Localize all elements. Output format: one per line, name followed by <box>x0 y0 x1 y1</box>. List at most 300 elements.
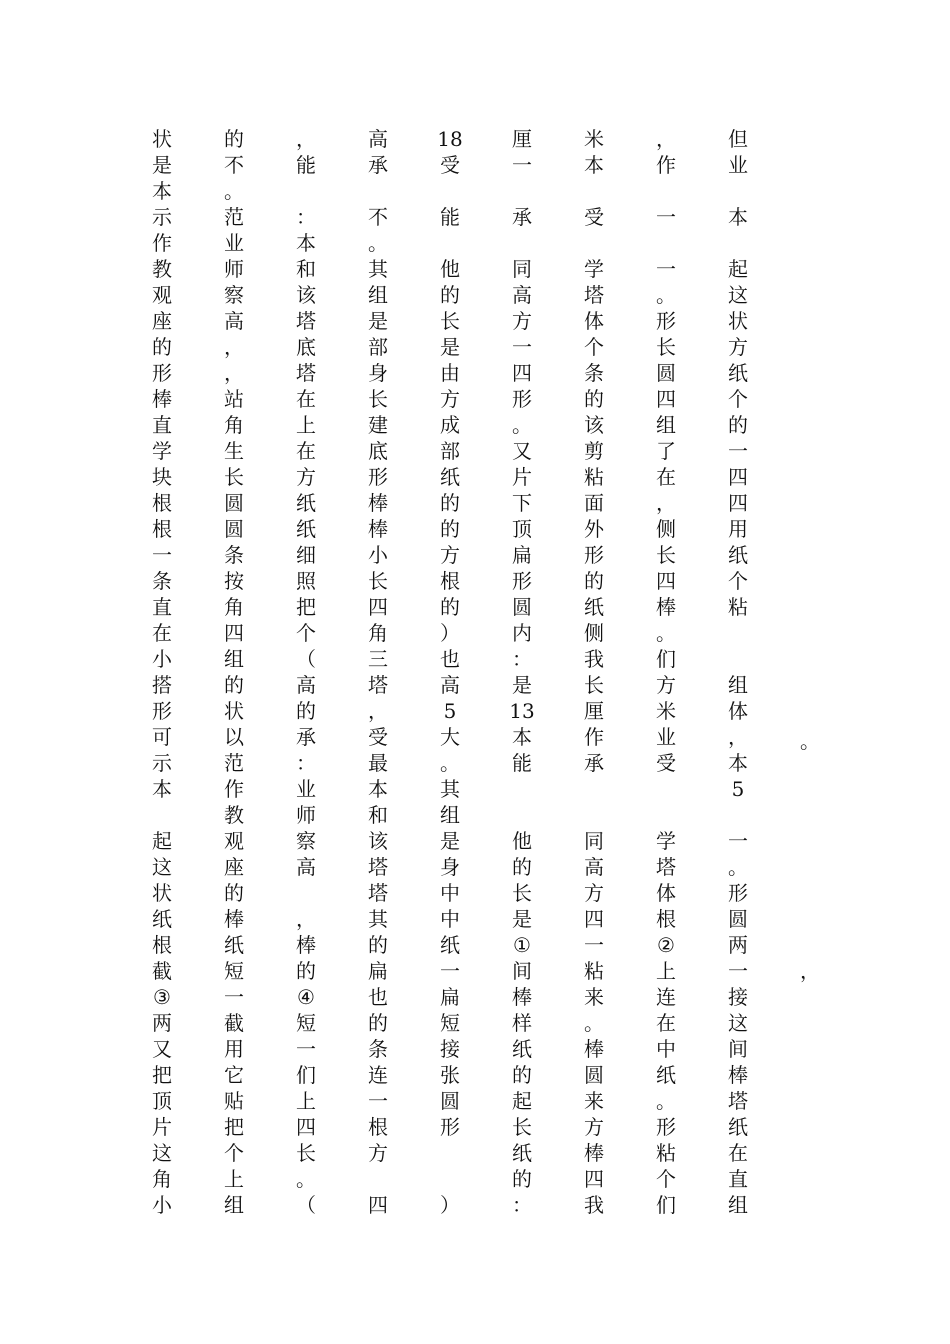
glyph: 扁 <box>368 959 388 983</box>
glyph: 组 <box>224 1193 244 1217</box>
glyph: 一 <box>152 543 172 567</box>
glyph: 剪 <box>584 439 604 463</box>
glyph: 粘 <box>584 959 604 983</box>
glyph: 中 <box>440 881 460 905</box>
glyph: 形 <box>656 309 676 333</box>
glyph: 5 <box>443 699 457 723</box>
glyph: 角 <box>368 621 388 645</box>
glyph: ④ <box>297 985 315 1009</box>
glyph: 一 <box>728 959 748 983</box>
glyph: 纸 <box>512 1141 532 1165</box>
glyph: 是 <box>368 309 388 333</box>
column-segment <box>363 204 393 1166</box>
glyph: 四 <box>728 465 748 489</box>
glyph: 的 <box>224 881 244 905</box>
glyph: ② <box>657 933 675 957</box>
glyph: 作 <box>152 231 172 255</box>
glyph: 承 <box>512 205 532 229</box>
glyph: 纸 <box>728 361 748 385</box>
glyph: 形 <box>512 569 532 593</box>
glyph: 圆 <box>440 1089 460 1113</box>
glyph: 这 <box>152 855 172 879</box>
column-segment <box>219 126 249 1218</box>
column-segment <box>435 256 465 1140</box>
glyph: 的 <box>368 933 388 957</box>
glyph: 底 <box>368 439 388 463</box>
glyph: 扁 <box>440 985 460 1009</box>
glyph: 是 <box>440 829 460 853</box>
glyph: 小 <box>152 1193 172 1217</box>
glyph: 在 <box>296 387 316 411</box>
glyph: 是 <box>512 907 532 931</box>
glyph: 受 <box>584 205 604 229</box>
glyph: 细 <box>296 543 316 567</box>
glyph: 连 <box>368 1063 388 1087</box>
column-segment <box>507 126 537 178</box>
glyph: 棒 <box>368 517 388 541</box>
glyph: 身 <box>368 361 388 385</box>
glyph: 建 <box>368 413 388 437</box>
glyph: 的 <box>296 959 316 983</box>
glyph: 在 <box>152 621 172 645</box>
glyph: 一 <box>512 335 532 359</box>
glyph: 中 <box>440 907 460 931</box>
glyph: 根 <box>152 517 172 541</box>
column-segment <box>579 1192 609 1218</box>
glyph: 其 <box>368 257 388 281</box>
glyph: 能 <box>440 205 460 229</box>
glyph: 状 <box>728 309 748 333</box>
glyph: 根 <box>656 907 676 931</box>
glyph: 形 <box>584 543 604 567</box>
glyph: 个 <box>728 569 748 593</box>
glyph: 连 <box>656 985 676 1009</box>
glyph: 形 <box>368 465 388 489</box>
glyph: 又 <box>152 1037 172 1061</box>
glyph: ， <box>296 907 316 931</box>
glyph: 该 <box>584 413 604 437</box>
glyph: 承 <box>368 153 388 177</box>
column-segment <box>435 1192 465 1218</box>
glyph: 四 <box>512 361 532 385</box>
glyph: 起 <box>728 257 748 281</box>
glyph: 组 <box>656 413 676 437</box>
glyph: 本 <box>512 725 532 749</box>
glyph: 米 <box>656 699 676 723</box>
glyph: 这 <box>728 283 748 307</box>
glyph: 高 <box>440 673 460 697</box>
glyph: ： <box>512 1193 532 1217</box>
glyph: ① <box>513 933 531 957</box>
glyph: 间 <box>728 1037 748 1061</box>
glyph: 的 <box>440 595 460 619</box>
glyph: 本 <box>296 231 316 255</box>
glyph: 的 <box>152 335 172 359</box>
glyph: 条 <box>584 361 604 385</box>
glyph: 两 <box>152 1011 172 1035</box>
glyph: 又 <box>512 439 532 463</box>
glyph: 接 <box>728 985 748 1009</box>
glyph: 的 <box>512 855 532 879</box>
glyph: 角 <box>224 595 244 619</box>
glyph: 把 <box>296 595 316 619</box>
glyph: 是 <box>440 335 460 359</box>
glyph: ， <box>368 699 388 723</box>
glyph: 圆 <box>584 1063 604 1087</box>
glyph: 长 <box>440 309 460 333</box>
glyph: 作 <box>656 153 676 177</box>
glyph: 的 <box>440 517 460 541</box>
glyph: 塔 <box>296 309 316 333</box>
glyph: 的 <box>224 673 244 697</box>
glyph: 业 <box>728 153 748 177</box>
glyph: 短 <box>440 1011 460 1035</box>
glyph: 大 <box>440 725 460 749</box>
glyph: 起 <box>512 1089 532 1113</box>
glyph: 用 <box>224 1037 244 1061</box>
glyph: 这 <box>152 1141 172 1165</box>
glyph: 18 <box>437 127 463 151</box>
glyph: 形 <box>728 881 748 905</box>
glyph: 的 <box>512 1167 532 1191</box>
glyph: 上 <box>296 1089 316 1113</box>
glyph: 成 <box>440 413 460 437</box>
stray-period-mark: 。 <box>800 729 820 753</box>
glyph: 四 <box>368 595 388 619</box>
glyph: 其 <box>440 777 460 801</box>
column-segment <box>723 256 753 620</box>
glyph: 三 <box>368 647 388 671</box>
glyph: 个 <box>728 387 748 411</box>
glyph: 本 <box>152 179 172 203</box>
glyph: 承 <box>296 725 316 749</box>
glyph: 外 <box>584 517 604 541</box>
column-segment <box>147 828 177 1218</box>
glyph: 张 <box>440 1063 460 1087</box>
glyph: 片 <box>152 1115 172 1139</box>
glyph: 是 <box>152 153 172 177</box>
glyph: 一 <box>584 933 604 957</box>
glyph: 贴 <box>224 1089 244 1113</box>
glyph: 这 <box>728 1011 748 1035</box>
glyph: 形 <box>440 1115 460 1139</box>
glyph: 截 <box>152 959 172 983</box>
glyph: 用 <box>728 517 748 541</box>
glyph: 示 <box>152 205 172 229</box>
glyph: 起 <box>152 829 172 853</box>
glyph: 在 <box>296 439 316 463</box>
glyph: 受 <box>368 725 388 749</box>
glyph: 13 <box>509 699 535 723</box>
glyph: 们 <box>296 1063 316 1087</box>
glyph: 高 <box>296 673 316 697</box>
glyph: 四 <box>584 1167 604 1191</box>
glyph: 一 <box>728 439 748 463</box>
glyph: 组 <box>728 1193 748 1217</box>
glyph: 四 <box>584 907 604 931</box>
glyph: 和 <box>296 257 316 281</box>
glyph: 顶 <box>152 1089 172 1113</box>
column-segment <box>507 1192 537 1218</box>
glyph: 根 <box>368 1115 388 1139</box>
glyph: 高 <box>224 309 244 333</box>
glyph: 塔 <box>656 855 676 879</box>
glyph: 在 <box>656 1011 676 1035</box>
glyph: 小 <box>152 647 172 671</box>
glyph: 一 <box>440 959 460 983</box>
glyph: ： <box>296 205 316 229</box>
glyph: 条 <box>224 543 244 567</box>
glyph: 的 <box>368 1011 388 1035</box>
glyph: 学 <box>584 257 604 281</box>
column-segment <box>291 906 321 1192</box>
glyph: 方 <box>584 881 604 905</box>
glyph: 一 <box>656 257 676 281</box>
glyph: 方 <box>440 543 460 567</box>
glyph: 上 <box>296 413 316 437</box>
glyph: 棒 <box>728 1063 748 1087</box>
glyph: 方 <box>296 465 316 489</box>
glyph: 一 <box>224 985 244 1009</box>
glyph: 棒 <box>584 1037 604 1061</box>
glyph: 本 <box>368 777 388 801</box>
glyph: 搭 <box>152 673 172 697</box>
glyph: 是 <box>512 673 532 697</box>
glyph: 个 <box>656 1167 676 1191</box>
glyph: 方 <box>656 673 676 697</box>
glyph: ， <box>224 361 244 385</box>
glyph: 棒 <box>296 933 316 957</box>
glyph: 来 <box>584 1089 604 1113</box>
glyph: 直 <box>728 1167 748 1191</box>
glyph: 本 <box>728 205 748 229</box>
glyph: 高 <box>368 127 388 151</box>
glyph: 本 <box>728 751 748 775</box>
glyph: 棒 <box>224 907 244 931</box>
glyph: 部 <box>440 439 460 463</box>
glyph: 承 <box>584 751 604 775</box>
glyph: 和 <box>368 803 388 827</box>
glyph: 根 <box>152 933 172 957</box>
glyph: 受 <box>440 153 460 177</box>
glyph: 角 <box>152 1167 172 1191</box>
glyph: 师 <box>224 257 244 281</box>
column-segment <box>579 256 609 776</box>
glyph: 块 <box>152 465 172 489</box>
glyph: 个 <box>296 621 316 645</box>
glyph: 纸 <box>512 1037 532 1061</box>
glyph: 底 <box>296 335 316 359</box>
glyph: 把 <box>224 1115 244 1139</box>
glyph: 扁 <box>512 543 532 567</box>
glyph: 由 <box>440 361 460 385</box>
glyph: 长 <box>512 1115 532 1139</box>
glyph: 条 <box>152 569 172 593</box>
glyph: ： <box>512 647 532 671</box>
glyph: 厘 <box>512 127 532 151</box>
glyph: 短 <box>296 1011 316 1035</box>
column-segment <box>363 126 393 178</box>
glyph: 塔 <box>728 1089 748 1113</box>
glyph: 组 <box>728 673 748 697</box>
column-segment <box>723 828 753 1192</box>
glyph: ） <box>440 621 460 645</box>
column-segment <box>579 126 609 178</box>
glyph: 不 <box>224 153 244 177</box>
glyph: 四 <box>656 387 676 411</box>
glyph: 的 <box>224 127 244 151</box>
glyph: 长 <box>656 543 676 567</box>
glyph: ③ <box>153 985 171 1009</box>
glyph: 角 <box>224 413 244 437</box>
glyph: 纸 <box>728 543 748 567</box>
glyph: 座 <box>152 309 172 333</box>
glyph: 棒 <box>152 387 172 411</box>
glyph: 但 <box>728 127 748 151</box>
glyph: 业 <box>296 777 316 801</box>
stray-comma-mark: ， <box>800 959 820 983</box>
glyph: 在 <box>656 465 676 489</box>
glyph: 四 <box>728 491 748 515</box>
column-segment <box>291 1192 321 1218</box>
glyph: 。 <box>656 621 676 645</box>
glyph: 个 <box>584 335 604 359</box>
glyph: 四 <box>224 621 244 645</box>
glyph: 我 <box>584 1193 604 1217</box>
glyph: 棒 <box>512 985 532 1009</box>
column-segment <box>651 1192 681 1218</box>
glyph: 同 <box>584 829 604 853</box>
glyph: 小 <box>368 543 388 567</box>
glyph: 。 <box>224 179 244 203</box>
glyph: 塔 <box>296 361 316 385</box>
column-segment <box>651 256 681 776</box>
glyph: 教 <box>224 803 244 827</box>
glyph: 示 <box>152 751 172 775</box>
column-segment <box>507 256 537 776</box>
glyph: 长 <box>584 673 604 697</box>
glyph: ， <box>656 127 676 151</box>
glyph: 观 <box>224 829 244 853</box>
glyph: 方 <box>584 1115 604 1139</box>
glyph: 组 <box>440 803 460 827</box>
glyph: ） <box>440 1193 460 1217</box>
glyph: 接 <box>440 1037 460 1061</box>
column-segment <box>435 204 465 230</box>
glyph: 塔 <box>368 673 388 697</box>
glyph: 也 <box>440 647 460 671</box>
glyph: 组 <box>224 647 244 671</box>
glyph: 纸 <box>296 491 316 515</box>
glyph: 。 <box>440 751 460 775</box>
glyph: 粘 <box>584 465 604 489</box>
glyph: 身 <box>440 855 460 879</box>
glyph: 粘 <box>656 1141 676 1165</box>
glyph: 样 <box>512 1011 532 1035</box>
column-segment <box>579 204 609 230</box>
glyph: 该 <box>296 283 316 307</box>
glyph: 体 <box>584 309 604 333</box>
glyph: 圆 <box>224 491 244 515</box>
glyph: 学 <box>656 829 676 853</box>
column-segment <box>723 126 753 178</box>
glyph: ， <box>296 127 316 151</box>
column-segment <box>507 828 537 1192</box>
glyph: 组 <box>368 283 388 307</box>
column-segment <box>723 1192 753 1218</box>
glyph: 四 <box>368 1193 388 1217</box>
glyph: 最 <box>368 751 388 775</box>
glyph: 同 <box>512 257 532 281</box>
glyph: 四 <box>656 569 676 593</box>
glyph: 高 <box>512 283 532 307</box>
glyph: ， <box>728 725 748 749</box>
glyph: 。 <box>296 1167 316 1191</box>
glyph: 们 <box>656 1193 676 1217</box>
glyph: 照 <box>296 569 316 593</box>
glyph: 状 <box>224 699 244 723</box>
glyph: 我 <box>584 647 604 671</box>
glyph: 他 <box>512 829 532 853</box>
glyph: 的 <box>440 491 460 515</box>
glyph: 上 <box>224 1167 244 1191</box>
glyph: 棒 <box>368 491 388 515</box>
glyph: 形 <box>152 699 172 723</box>
column-segment <box>579 828 609 1192</box>
glyph: 内 <box>512 621 532 645</box>
glyph: 长 <box>512 881 532 905</box>
glyph: 把 <box>152 1063 172 1087</box>
glyph: 截 <box>224 1011 244 1035</box>
glyph: （ <box>296 647 316 671</box>
glyph: 的 <box>440 283 460 307</box>
glyph: ， <box>656 491 676 515</box>
glyph: 5 <box>731 777 745 801</box>
glyph: 的 <box>512 1063 532 1087</box>
column-segment <box>651 828 681 1192</box>
glyph: 。 <box>728 855 748 879</box>
glyph: ， <box>224 335 244 359</box>
glyph: 体 <box>656 881 676 905</box>
glyph: 圆 <box>512 595 532 619</box>
glyph: 体 <box>728 699 748 723</box>
glyph: 上 <box>656 959 676 983</box>
glyph: 状 <box>152 127 172 151</box>
glyph: 业 <box>656 725 676 749</box>
glyph: 观 <box>152 283 172 307</box>
column-segment <box>723 672 753 802</box>
glyph: 长 <box>368 387 388 411</box>
glyph: 的 <box>296 699 316 723</box>
glyph: 根 <box>152 491 172 515</box>
glyph: 业 <box>224 231 244 255</box>
glyph: 纸 <box>584 595 604 619</box>
glyph: 座 <box>224 855 244 879</box>
glyph: 长 <box>224 465 244 489</box>
glyph: 纸 <box>224 933 244 957</box>
glyph: 纸 <box>152 907 172 931</box>
glyph: 作 <box>224 777 244 801</box>
glyph: 的 <box>584 387 604 411</box>
glyph: 一 <box>368 1089 388 1113</box>
glyph: 范 <box>224 751 244 775</box>
glyph: 。 <box>656 283 676 307</box>
glyph: 可 <box>152 725 172 749</box>
glyph: 们 <box>656 647 676 671</box>
glyph: 米 <box>584 127 604 151</box>
glyph: 范 <box>224 205 244 229</box>
glyph: 纸 <box>440 465 460 489</box>
